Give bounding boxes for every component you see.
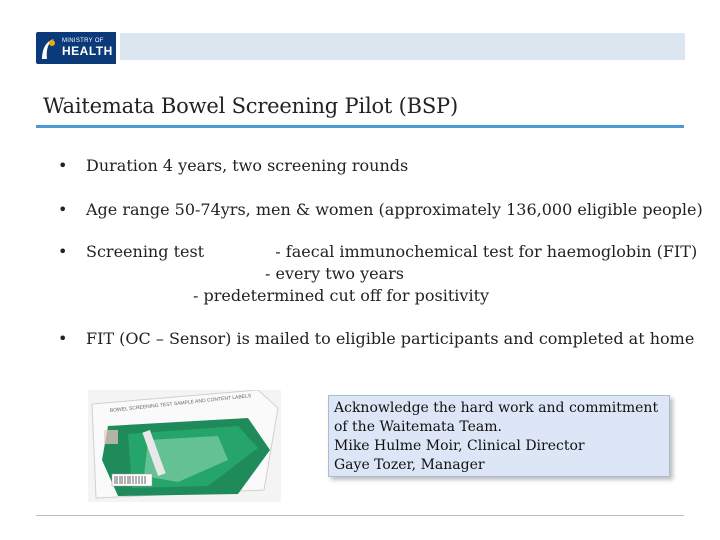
logo-health: HEALTH [62,44,113,58]
bullet-marker: • [58,242,68,261]
footer-divider [36,515,684,516]
logo-ministry-of: MINISTRY OF [62,38,104,44]
ack-line-3: Mike Hulme Moir, Clinical Director [334,438,585,454]
bullet-marker: • [58,329,68,348]
ack-line-4: Gaye Tozer, Manager [334,457,485,473]
bullet-screening-test: Screening test - faecal immunochemical test for haemoglobin (FIT) [86,242,698,261]
bullet-duration: Duration 4 years, two screening rounds [86,156,409,175]
bullet-screening-cutoff: - predetermined cut off for positivity [193,286,490,305]
svg-text:BOWEL SCREENING TEST SAMPLE AN: BOWEL SCREENING TEST SAMPLE AND CONTENT LABELS [109,393,252,414]
bullet-marker: • [58,200,68,219]
bullet-age-range: Age range 50-74yrs, men & women (approximately 136,000 eligible people) [86,200,703,219]
acknowledgement-box [328,395,670,477]
ack-line-2: of the Waitemata Team. [334,419,502,435]
bullet-marker: • [58,156,68,175]
fit-kit-photo [88,390,281,502]
logo-subtitle: MANATŪ HAUORA [66,58,114,64]
slide-title: Waitemata Bowel Screening Pilot (BSP) [43,94,458,118]
koru-icon [36,32,60,64]
bullet-fit-mailed: FIT (OC – Sensor) is mailed to eligible participants and completed at home [86,329,695,348]
title-underline [36,125,684,128]
ack-line-1: Acknowledge the hard work and commitment [334,400,659,416]
bullet-screening-frequency: - every two years [265,264,404,283]
header-band [120,33,685,60]
